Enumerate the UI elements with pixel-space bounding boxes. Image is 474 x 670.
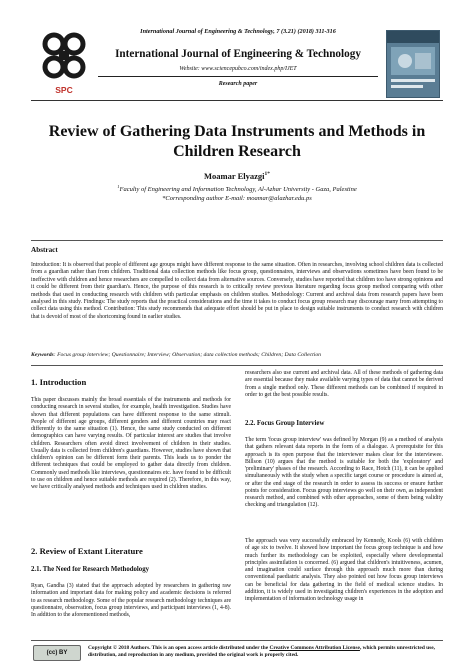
keywords-label: Keywords <box>31 352 54 358</box>
abstract-bottom-rule <box>31 365 443 366</box>
header-divider <box>98 76 378 77</box>
corresponding-email[interactable]: *Corresponding author E-mail: moamar@alazhar.edu.ps <box>162 194 312 202</box>
abstract-heading: Abstract <box>31 246 58 254</box>
section-1-heading: 1. Introduction <box>31 377 87 387</box>
spc-logo-icon <box>37 31 91 83</box>
journal-website[interactable]: Website: www.sciencepubco.com/index.php/IJET <box>179 66 297 72</box>
license-link[interactable]: Creative Commons Attribution License <box>269 645 360 651</box>
header-rule <box>31 100 443 101</box>
footer-rule <box>31 640 443 641</box>
journal-citation-line: International Journal of Engineering & Technology, 7 (3.21) (2018) 311-316 <box>140 28 336 35</box>
section-1-body: This paper discusses mainly the broad essentials of the instruments and methods for conducting research in several studies, for example, health investigation. Studies have shown that different populations can have different response to the same stimuli. People of different age groups, different genders and different countries may react differently to the same situation (1). Hence, the same study conducted on different demographics can have varying results. Of particular interest are studies that involve children. Researchers often avoid direct involvement of children in their studies. Usually data is collected from children's guardians. However, studies have shown that children's opinion can be different form their parents. This leads us to ponder the different techniques that could be employed to gather data directly from children. Commonly used methods like interviews, questionnaires etc. have found to be difficult to use on children and hence suitable methods are required (2). Therefore, in this way, we have critically analysed methods and techniques used in children studies. <box>31 397 231 490</box>
cc-license-badge[interactable]: (cc) BY <box>33 645 81 661</box>
affiliation: $^1$Faculty of Engineering and Information Technology, Al-Azhar University - Gaza, Palestine <box>117 184 357 194</box>
keywords <box>31 352 443 358</box>
subsection-2-1-heading: 2.1. The Need for Research Methodology <box>31 566 149 573</box>
section-2-heading: 2. Review of Extant Literature <box>31 546 143 556</box>
paper-title: Review of Gathering Data Instruments and Methods in Children Research <box>48 123 426 160</box>
subsection-2-2-heading: 2.2. Focus Group Interview <box>245 420 325 427</box>
section-continuation-body: researchers also use current and archival data. All of these methods of gathering data are essential because they make available varying types of data that cannot be derived from a single method only. These different methods can be combined if required in order to get the best possible results. <box>245 370 443 398</box>
author-mark: 1* <box>264 171 270 178</box>
logo-text: SPC <box>55 85 73 95</box>
copyright-notice: Copyright © 2018 Authors. This is an open access article distributed under the Creative Commons Attribution License, which permits unrestricted use, distribution, and reproduction in any medium, provided the original work is properly cited. <box>88 645 436 658</box>
journal-title: International Journal of Engineering & Technology <box>115 48 361 60</box>
abstract-body: Introduction: It is observed that people of different age groups might have different response to the same situation. Often in researches, involving school children data is collected from a guardian rather than from children. Traditional data collection methods like focus group, questionnaires, interviews and observations sometimes have been found to be ineffective with children and hence researchers are compelled to collect data from alternative sources. Conversely, studies have reported that children too have strong opinions and it could be different from their guardian's. Hence, the purpose of this research is to critically review previous literature regarding focus group method comparing with other methods that used in conducting research with children with particular emphasis on children studies. Methodology: Current and archival data from research papers have been analysed in this study. Findings: The study reports that the practical considerations and the time it takes to conduct focus group research may discourage many from attempting to collect data using this method. Contribution: This study recommends that adequate effort should be put in place to design suitable instruments to conduct research with children that is devoid of most of the shortcoming found in earlier studies. <box>31 262 443 320</box>
subsection-2-1-body: Ryan, Gandha (3) stated that the approach adopted by researchers in gathering raw information and important data for making policy and academic decisions is referred to as research methodology. Some of the popular research methodology techniques are questionnaire, observation, focus group interviews, and participant interviews (1, 4-8). In addition to the aforementioned methods, <box>31 583 231 618</box>
affiliation-mark: 1 <box>117 184 120 189</box>
subsection-2-2-body-2: The approach was very successfully embraced by Kennedy, Kools (6) with children of age six to twelve. It showed how important the focus group technique is and how much further its methodology can be exploited, especially where developmental principles assimilation is concerned. (6) argued that children's intuitiveness, acumen, and imagination could surface through this approach much more than during conventional paediatric analysis. They also pointed out how focus group interviews can be beneficial for data gathering in the field of medical science studies. In addition, it is widely used in investigating children's experiences in the adoption and implementation of information technology usage in <box>245 538 443 602</box>
paper-type: Research paper <box>218 81 258 87</box>
author-name: Moamar Elyazgi <box>203 171 265 181</box>
subsection-2-2-body-1: The term 'focus group interview' was defined by Morgan (9) as a method of analysis that gathers relevant data reports in the form of a dialogue. A prerequisite for this approach is its open purpose that the interviewer makes clear for the interviewee. Billson (10) argues that the method is suitable for both the 'exploratory' and 'preliminary' phases of the research. According to Race, Hotch (11), it can be applied simultaneously with the study when a specific target course or procedure is aimed at, or after the end stage of the research in order to assess its success or ensure further points for consideration. Focus group interviews go well on their own, as independent research method, and combined with other approaches, some of them being validity checking and triangulation (12). <box>245 437 443 509</box>
author-line <box>40 171 434 181</box>
affiliation-block <box>40 183 434 203</box>
abstract-top-rule <box>31 240 443 241</box>
keywords-list: : Focus group interview; Questionnaire; Interview; Observation; data collection methods; Children; Data Collection <box>53 352 322 358</box>
publisher-logo <box>37 31 91 95</box>
journal-cover-image <box>386 30 440 98</box>
cover-art-icon <box>387 31 439 97</box>
